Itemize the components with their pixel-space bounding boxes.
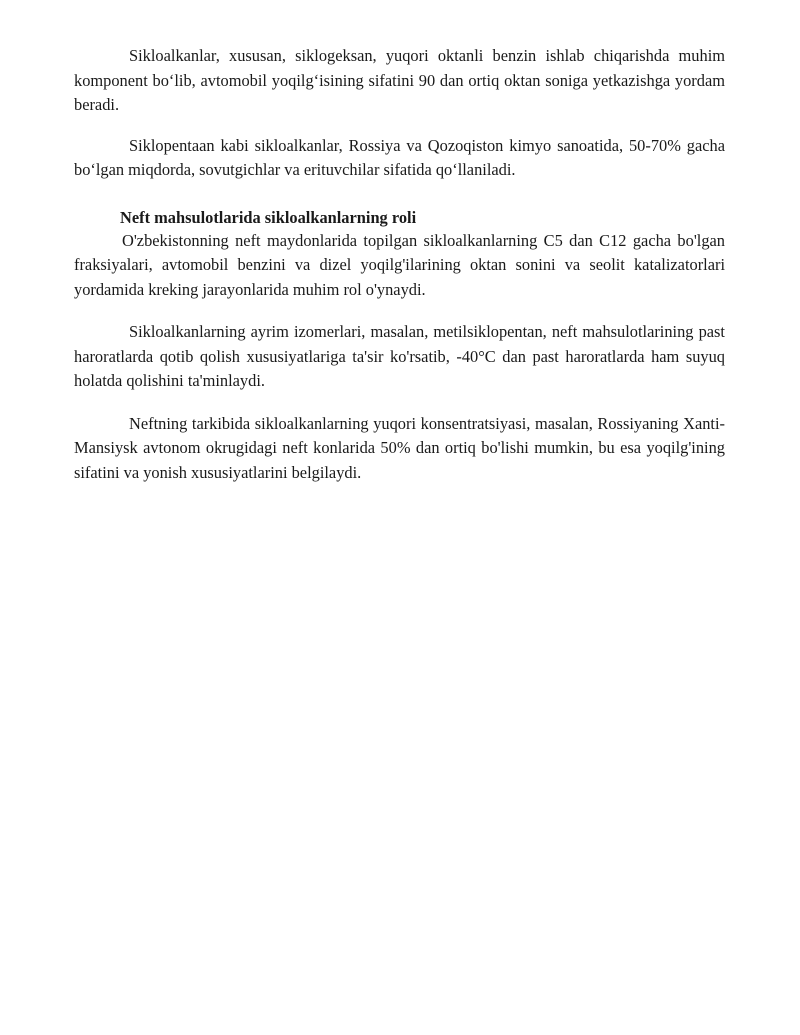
section-heading: Neft mahsulotlarida sikloalkanlarning roli — [120, 207, 417, 227]
paragraph-uzbekistan-fractions: O'zbekistonning neft maydonlarida topilgan sikloalkanlarning C5 dan C12 gacha bo'lgan fraksiyalari, avtomobil benzini va dizel yoqilg'ilarining oktan sonini va seolit katalizatorlari yordamida kreking jarayonlarida muhim rol o'ynaydi. — [74, 230, 725, 299]
paragraph-isomers: Sikloalkanlarning ayrim izomerlari, masalan, metilsiklopentan, neft mahsulotlarining past haroratlarda qotib qolish xususiyatlariga ta'sir ko'rsatib, -40°C dan past haroratlarda ham suyuq holatda qolishini ta'minlaydi. — [74, 322, 725, 390]
paragraph-concentration: Neftning tarkibida sikloalkanlarning yuqori konsentratsiyasi, masalan, Rossiyaning Xanti-Mansiysk avtonom okrugidagi neft konlarida 50% dan ortiq bo'lishi mumkin, bu esa yoqilg'ining sifatini va yonish xususiyatlarini belgilaydi. — [74, 413, 725, 482]
paragraph-cyclohexane: Sikloalkanlar, xususan, siklogeksan, yuqori oktanli benzin ishlab chiqarishda muhim komponent bo‘lib, avtomobil yoqilg‘isining sifatini 90 dan ortiq oktan soniga yetkazishga yordam beradi. — [74, 46, 725, 114]
paragraph-cyclopentane: Siklopentaan kabi sikloalkanlar, Rossiya va Qozoqiston kimyo sanoatida, 50-70% gacha bo‘lgan miqdorda, sovutgichlar va erituvchilar sifatida qo‘llaniladi. — [74, 135, 725, 179]
document-body — [74, 44, 725, 485]
